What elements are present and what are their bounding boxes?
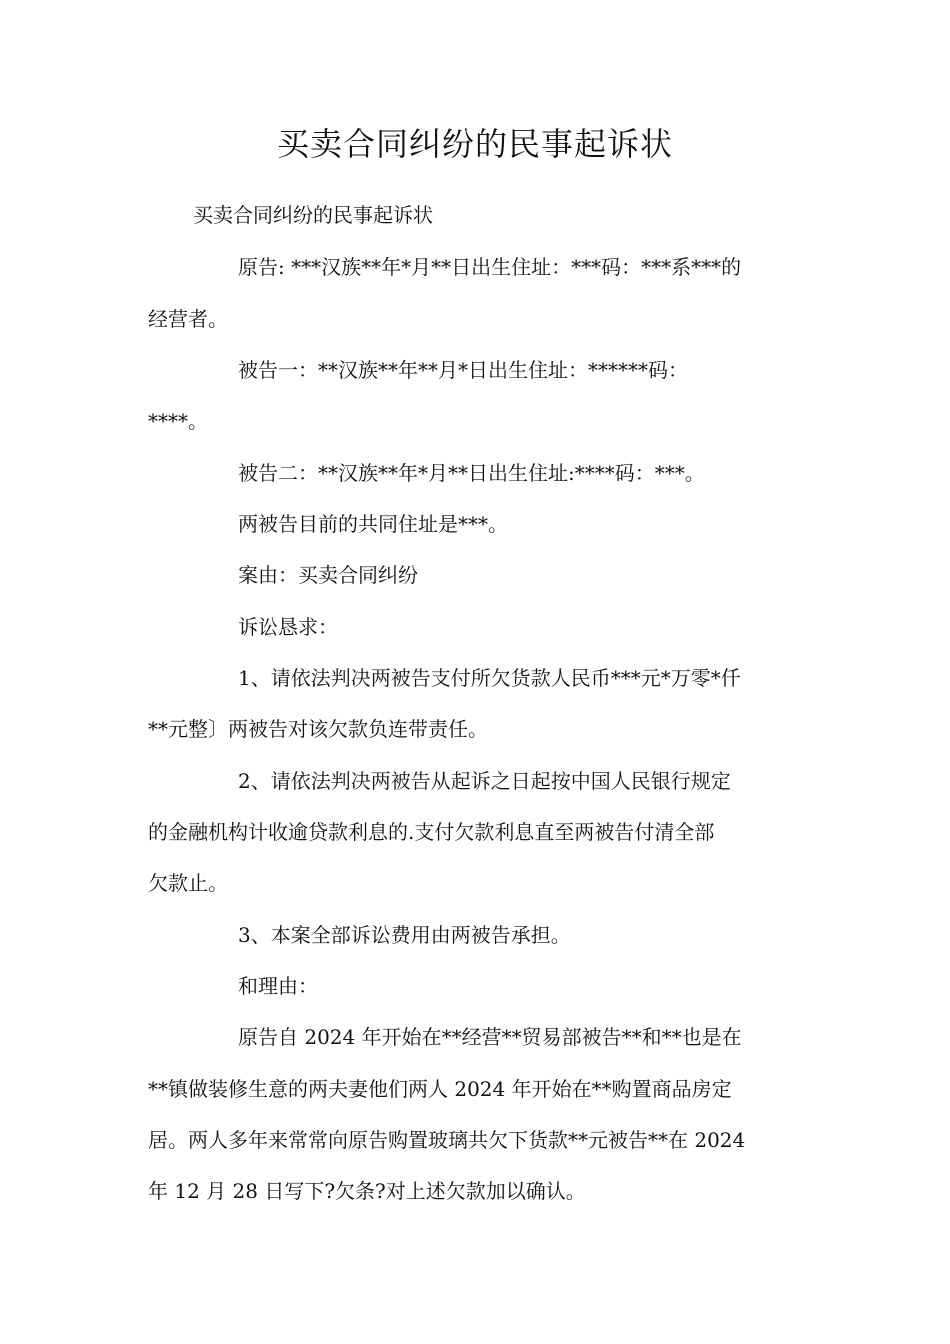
case-cause-line: 案由：买卖合同纠纷 [238,563,418,587]
plaintiff-line-1: 原告: ***汉族**年*月**日出生住址：***码：***系***的 [238,255,742,279]
document-subtitle: 买卖合同纠纷的民事起诉状 [193,203,433,227]
claim-3-line-1: 3、本案全部诉讼费用由两被告承担。 [238,923,571,947]
document-title: 买卖合同纠纷的民事起诉状 [276,125,673,163]
claim-1-line-2: **元整〕两被告对该欠款负连带责任。 [148,717,488,741]
reasons-line-1: 原告自 2024 年开始在**经营**贸易部被告**和**也是在 [238,1025,742,1049]
defendant1-line-1: 被告一：**汉族**年**月*日出生住址：******码： [238,358,688,382]
reasons-line-2: **镇做装修生意的两夫妻他们两人 2024 年开始在**购置商品房定 [148,1077,732,1101]
claim-2-line-1: 2、请依法判决两被告从起诉之日起按中国人民银行规定 [238,769,731,793]
claims-heading: 诉讼恳求： [238,615,338,639]
reasons-line-3: 居。两人多年来常常向原告购置玻璃共欠下货款**元被告**在 2024 [148,1128,746,1152]
claim-2-line-2: 的金融机构计收逾贷款利息的.支付欠款利息直至两被告付清全部 [148,820,715,844]
plaintiff-line-2: 经营者。 [148,307,228,331]
defendant1-line-2: ****。 [148,409,208,433]
reasons-line-4: 年 12 月 28 日写下?欠条?对上述欠款加以确认。 [148,1179,586,1203]
claim-1-line-1: 1、请依法判决两被告支付所欠货款人民币***元*万零*仟 [238,666,741,690]
common-address-line: 两被告目前的共同住址是***。 [238,512,508,536]
claim-2-line-3: 欠款止。 [148,871,228,895]
reasons-heading: 和理由： [238,974,318,998]
defendant2-line: 被告二：**汉族**年*月**日出生住址:****码：***。 [238,461,705,485]
